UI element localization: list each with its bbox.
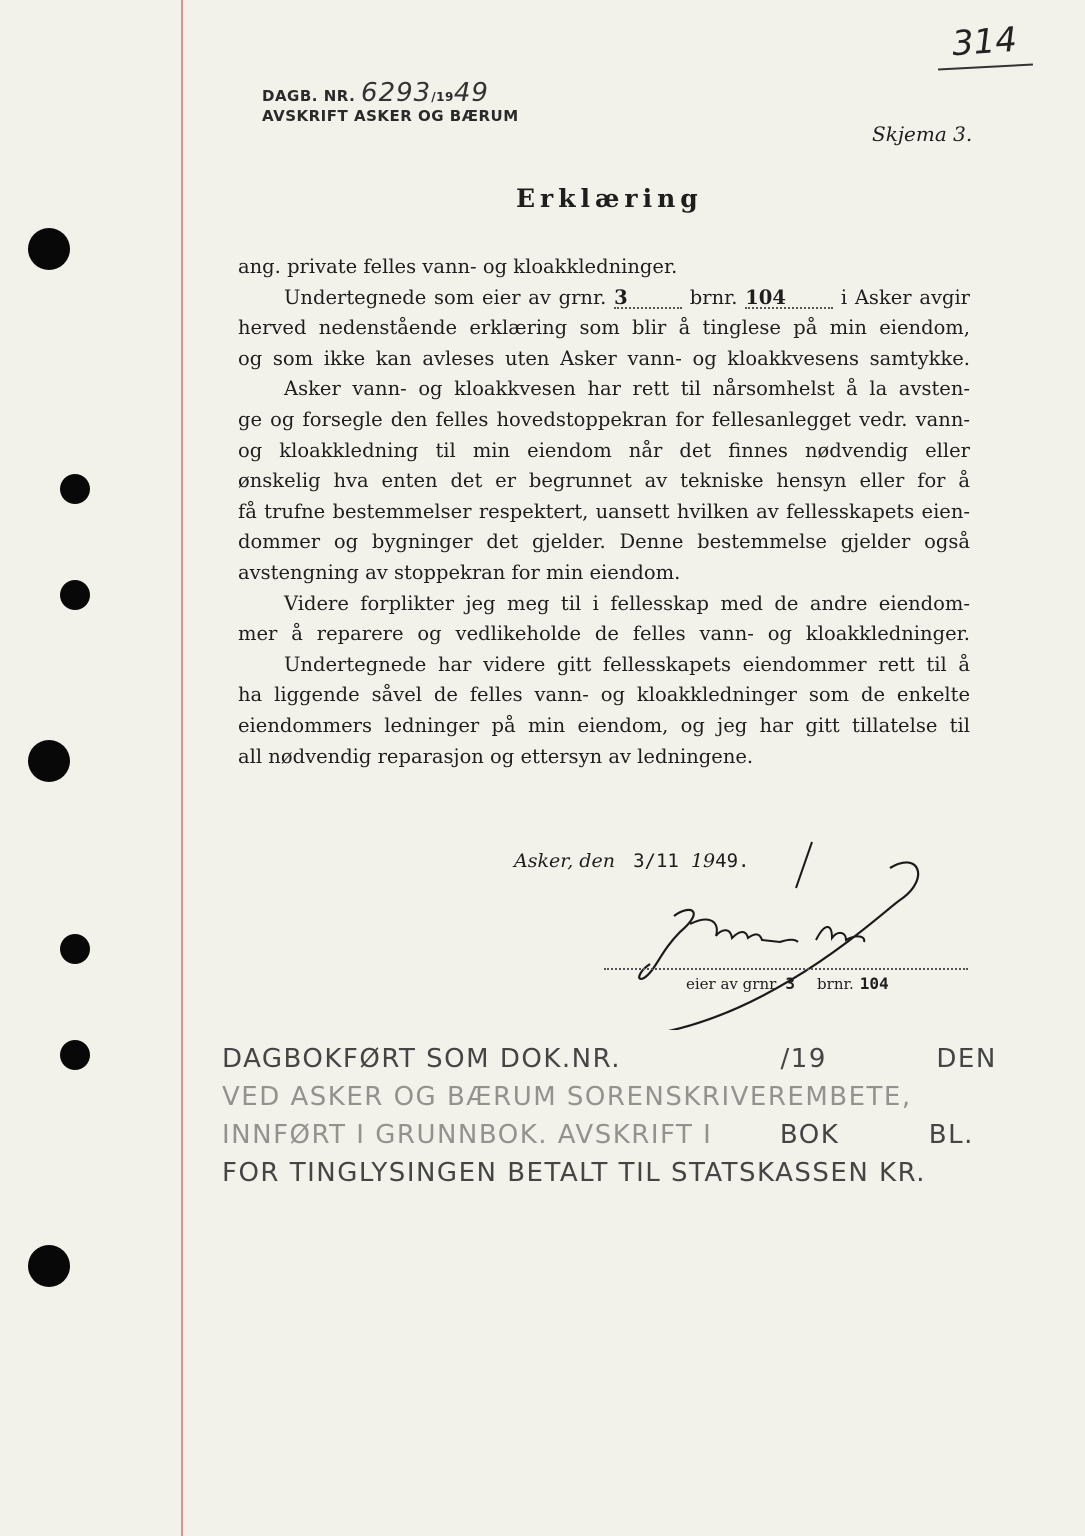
- handwritten-signature: [620, 830, 920, 1030]
- stamp-text: /19: [780, 1044, 827, 1074]
- body-line: Videre forplikter jeg meg til i fellesskap med de andre eiendom-: [284, 591, 970, 615]
- signing-year-prefix: 19: [690, 850, 716, 872]
- body-line: all nødvendig reparasjon og ettersyn av ledningene.: [238, 744, 754, 768]
- body-line: og kloakkledning til min eiendom når det finnes nødvendig eller: [238, 438, 970, 462]
- caption-owner: eier av grnr.: [686, 975, 780, 993]
- office-name: AVSKRIFT ASKER OG BÆRUM: [262, 107, 519, 125]
- body-line: få trufne bestemmelser respektert, uansett hvilken av fellesskapets eien-: [238, 499, 970, 523]
- body-line: eiendommers ledninger på min eiendom, og jeg har gitt tillatelse til: [238, 713, 970, 737]
- body-line: Asker vann- og kloakkvesen har rett til nårsomhelst å la avsten-: [284, 377, 970, 401]
- signature-caption: [686, 974, 911, 993]
- brnr-field: 104: [745, 289, 833, 309]
- body-line: dommer og bygninger det gjelder. Denne bestemmelse gjelder også: [238, 530, 970, 554]
- punch-hole: [60, 934, 90, 964]
- dagb-year: 49: [453, 78, 489, 108]
- declaration-body: [238, 252, 970, 772]
- body-fragment: Undertegnede som eier av grnr.: [284, 285, 607, 309]
- stamp-text: INNFØRT I GRUNNBOK. AVSKRIFT I: [222, 1120, 713, 1150]
- body-line: ha liggende såvel de felles vann- og kloakkledninger som de enkelte: [238, 683, 970, 707]
- place-label: Asker, den: [514, 850, 615, 872]
- body-fragment: i Asker avgir: [840, 285, 970, 309]
- stamp-line: [222, 1040, 997, 1078]
- stamp-text: BOK: [779, 1120, 840, 1150]
- caption-grnr: 3: [785, 974, 796, 993]
- stamp-line: FOR TINGLYSINGEN BETALT TIL STATSKASSEN KR.: [222, 1158, 926, 1188]
- page-number: 314: [950, 19, 1019, 65]
- dagb-number-line: [262, 78, 489, 108]
- punch-hole: [28, 740, 70, 782]
- grnr-field: 3: [614, 289, 682, 309]
- margin-rule: [181, 0, 183, 1536]
- body-line: og som ikke kan avleses uten Asker vann- og kloakkvesens samtykke.: [238, 346, 970, 370]
- stamp-line: VED ASKER OG BÆRUM SORENSKRIVEREMBETE,: [222, 1082, 912, 1112]
- body-line: avstengning av stoppekran for min eiendom.: [238, 560, 681, 584]
- stamp-text: BL.: [928, 1120, 974, 1150]
- punch-hole: [28, 228, 70, 270]
- body-line: ge og forsegle den felles hovedstoppekran for fellesanlegget vedr. vann-: [238, 407, 970, 431]
- dagb-number: 6293: [361, 78, 432, 108]
- page-number-underline: [938, 64, 1033, 71]
- dagb-year-prefix: /19: [431, 90, 454, 104]
- body-line: ønskelig hva enten det er begrunnet av tekniske hensyn eller for å: [238, 469, 970, 493]
- signing-date: 3/11: [633, 850, 679, 872]
- document-title: Erklæring: [516, 184, 703, 213]
- caption-brnr-label: brnr.: [817, 975, 854, 993]
- body-line: mer å reparere og vedlikeholde de felles vann- og kloakkledninger.: [238, 622, 970, 646]
- punch-hole: [28, 1245, 70, 1287]
- stamp-line: [222, 1116, 997, 1154]
- stamp-text: DAGBOKFØRT SOM DOK.NR.: [222, 1044, 621, 1074]
- form-number: Skjema 3.: [872, 122, 973, 146]
- punch-hole: [60, 474, 90, 504]
- signing-year: 49.: [715, 850, 750, 872]
- registry-stamp: [222, 1040, 997, 1192]
- stamp-text: DEN: [936, 1044, 997, 1074]
- body-fragment: brnr.: [689, 285, 738, 309]
- punch-hole: [60, 580, 90, 610]
- dagb-prefix: DAGB. NR.: [262, 87, 356, 105]
- subtitle: ang. private felles vann- og kloakkledninger.: [238, 255, 678, 278]
- signature-line: [604, 968, 968, 970]
- punch-hole: [60, 1040, 90, 1070]
- caption-brnr: 104: [859, 974, 889, 993]
- body-line: [238, 283, 970, 314]
- body-line: herved nedenstående erklæring som blir å tinglese på min eiendom,: [238, 316, 970, 340]
- body-line: Undertegnede har videre gitt fellesskapets eiendommer rett til å: [284, 652, 970, 676]
